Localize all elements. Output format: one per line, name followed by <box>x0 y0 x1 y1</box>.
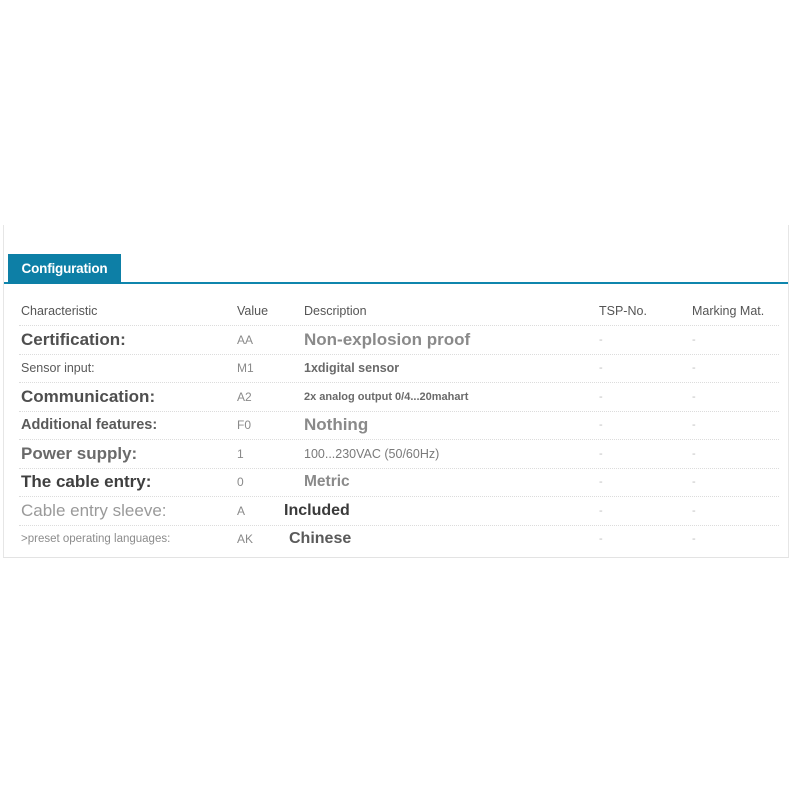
column-header-characteristic: Characteristic <box>21 303 98 318</box>
table-row <box>19 526 779 554</box>
row-marking-mat: - <box>692 476 696 489</box>
table-row <box>19 326 779 355</box>
row-marking-mat: - <box>692 390 696 403</box>
row-description: 2x analog output 0/4...20mahart <box>304 390 469 403</box>
row-value: 1 <box>237 446 244 461</box>
configuration-table <box>19 296 779 553</box>
row-value: A2 <box>237 389 252 404</box>
row-tsp-no: - <box>599 333 603 346</box>
row-value: AA <box>237 332 254 347</box>
row-marking-mat: - <box>692 333 696 346</box>
row-tsp-no: - <box>599 476 603 489</box>
row-characteristic: Cable entry sleeve: <box>21 500 167 520</box>
row-tsp-no: - <box>599 504 603 517</box>
tab-strip <box>4 254 788 284</box>
row-characteristic: Communication: <box>21 386 156 406</box>
row-description: 100...230VAC (50/60Hz) <box>304 446 440 461</box>
table-header <box>19 296 779 326</box>
row-value: A <box>237 503 246 518</box>
row-description: Non-explosion proof <box>304 329 471 349</box>
row-description: 1xdigital sensor <box>304 361 400 376</box>
row-marking-mat: - <box>692 504 696 517</box>
row-description: Nothing <box>304 415 369 435</box>
column-header-value: Value <box>237 303 269 318</box>
row-characteristic: Sensor input: <box>21 361 95 376</box>
tab-configuration[interactable]: Configuration <box>8 254 121 284</box>
row-value: F0 <box>237 418 252 433</box>
row-characteristic: Additional features: <box>21 417 158 434</box>
configuration-panel <box>3 225 789 558</box>
row-value: 0 <box>237 475 244 490</box>
row-characteristic: >preset operating languages: <box>21 533 171 546</box>
row-value: AK <box>237 532 254 547</box>
column-header-tsp-no: TSP-No. <box>599 303 647 318</box>
column-header-description: Description <box>304 303 367 318</box>
table-row <box>19 469 779 498</box>
row-tsp-no: - <box>599 533 603 546</box>
table-row <box>19 497 779 526</box>
row-characteristic: Power supply: <box>21 443 138 463</box>
row-tsp-no: - <box>599 362 603 375</box>
table-row <box>19 412 779 441</box>
row-marking-mat: - <box>692 362 696 375</box>
row-tsp-no: - <box>599 390 603 403</box>
row-marking-mat: - <box>692 533 696 546</box>
row-description: Chinese <box>289 530 352 548</box>
row-marking-mat: - <box>692 419 696 432</box>
row-description: Metric <box>304 473 350 491</box>
row-characteristic: The cable entry: <box>21 472 152 492</box>
column-header-marking-mat: Marking Mat. <box>692 303 765 318</box>
row-tsp-no: - <box>599 419 603 432</box>
table-row <box>19 383 779 412</box>
table-row <box>19 440 779 469</box>
row-marking-mat: - <box>692 447 696 460</box>
row-description: Included <box>284 501 350 519</box>
table-row <box>19 355 779 384</box>
row-value: M1 <box>237 361 254 376</box>
row-tsp-no: - <box>599 447 603 460</box>
row-characteristic: Certification: <box>21 329 126 349</box>
